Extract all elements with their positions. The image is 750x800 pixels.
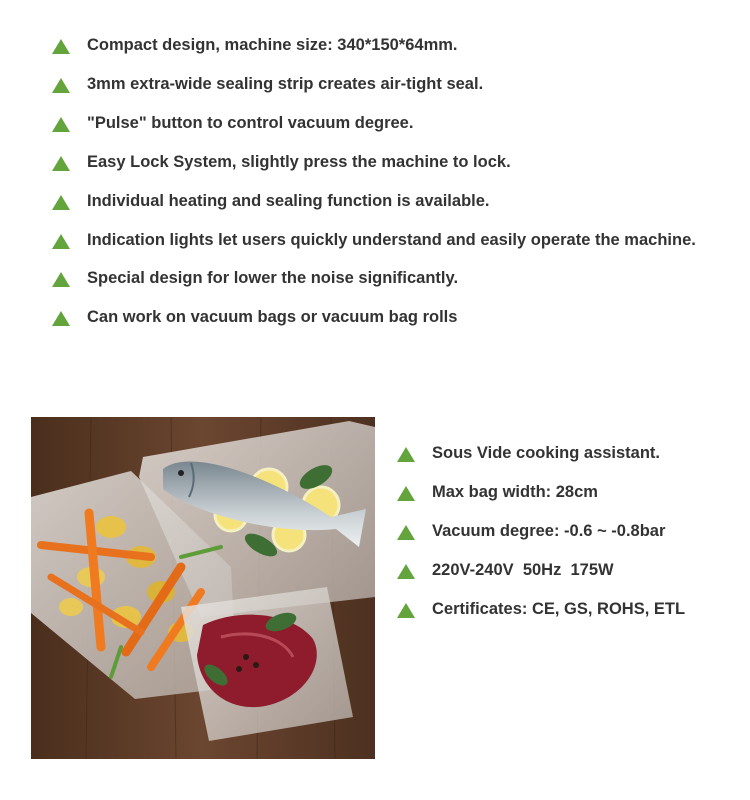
feature-list xyxy=(52,26,732,337)
feature-text: "Pulse" button to control vacuum degree. xyxy=(87,114,414,132)
triangle-bullet-icon xyxy=(397,525,415,540)
feature-text: Can work on vacuum bags or vacuum bag rolls xyxy=(87,308,458,326)
spec-item xyxy=(397,551,742,590)
feature-item xyxy=(52,143,732,182)
feature-item xyxy=(52,298,732,337)
triangle-bullet-icon xyxy=(52,117,70,132)
spec-item xyxy=(397,590,742,629)
spec-text: Max bag width: 28cm xyxy=(432,483,598,501)
feature-item xyxy=(52,26,732,65)
spec-text: Vacuum degree: -0.6 ~ -0.8bar xyxy=(432,522,666,540)
feature-text: Special design for lower the noise significantly. xyxy=(87,269,459,287)
feature-item xyxy=(52,221,732,259)
feature-item xyxy=(52,259,732,298)
spec-text: Sous Vide cooking assistant. xyxy=(432,444,661,462)
spec-text: Certificates: CE, GS, ROHS, ETL xyxy=(432,600,686,618)
spec-item xyxy=(397,512,742,551)
triangle-bullet-icon xyxy=(397,486,415,501)
triangle-bullet-icon xyxy=(52,156,70,171)
spec-list xyxy=(397,434,742,629)
triangle-bullet-icon xyxy=(52,78,70,93)
feature-text: 3mm extra-wide sealing strip creates air-tight seal. xyxy=(87,75,484,93)
triangle-bullet-icon xyxy=(397,564,415,579)
triangle-bullet-icon xyxy=(397,603,415,618)
feature-text: Compact design, machine size: 340*150*64mm. xyxy=(87,36,458,54)
feature-text: Indication lights let users quickly understand and easily operate the machine. xyxy=(87,231,696,249)
feature-item xyxy=(52,65,732,104)
triangle-bullet-icon xyxy=(52,234,70,249)
vacuum-bags-food-illustration xyxy=(31,417,375,759)
spec-text: 220V-240V 50Hz 175W xyxy=(432,561,614,579)
spec-item xyxy=(397,473,742,512)
triangle-bullet-icon xyxy=(52,195,70,210)
feature-text: Easy Lock System, slightly press the machine to lock. xyxy=(87,153,511,171)
feature-item xyxy=(52,104,732,143)
spec-item xyxy=(397,434,742,473)
product-photo xyxy=(31,417,375,759)
feature-text: Individual heating and sealing function is available. xyxy=(87,192,490,210)
triangle-bullet-icon xyxy=(52,39,70,54)
feature-item xyxy=(52,182,732,221)
triangle-bullet-icon xyxy=(52,272,70,287)
triangle-bullet-icon xyxy=(397,447,415,462)
triangle-bullet-icon xyxy=(52,311,70,326)
